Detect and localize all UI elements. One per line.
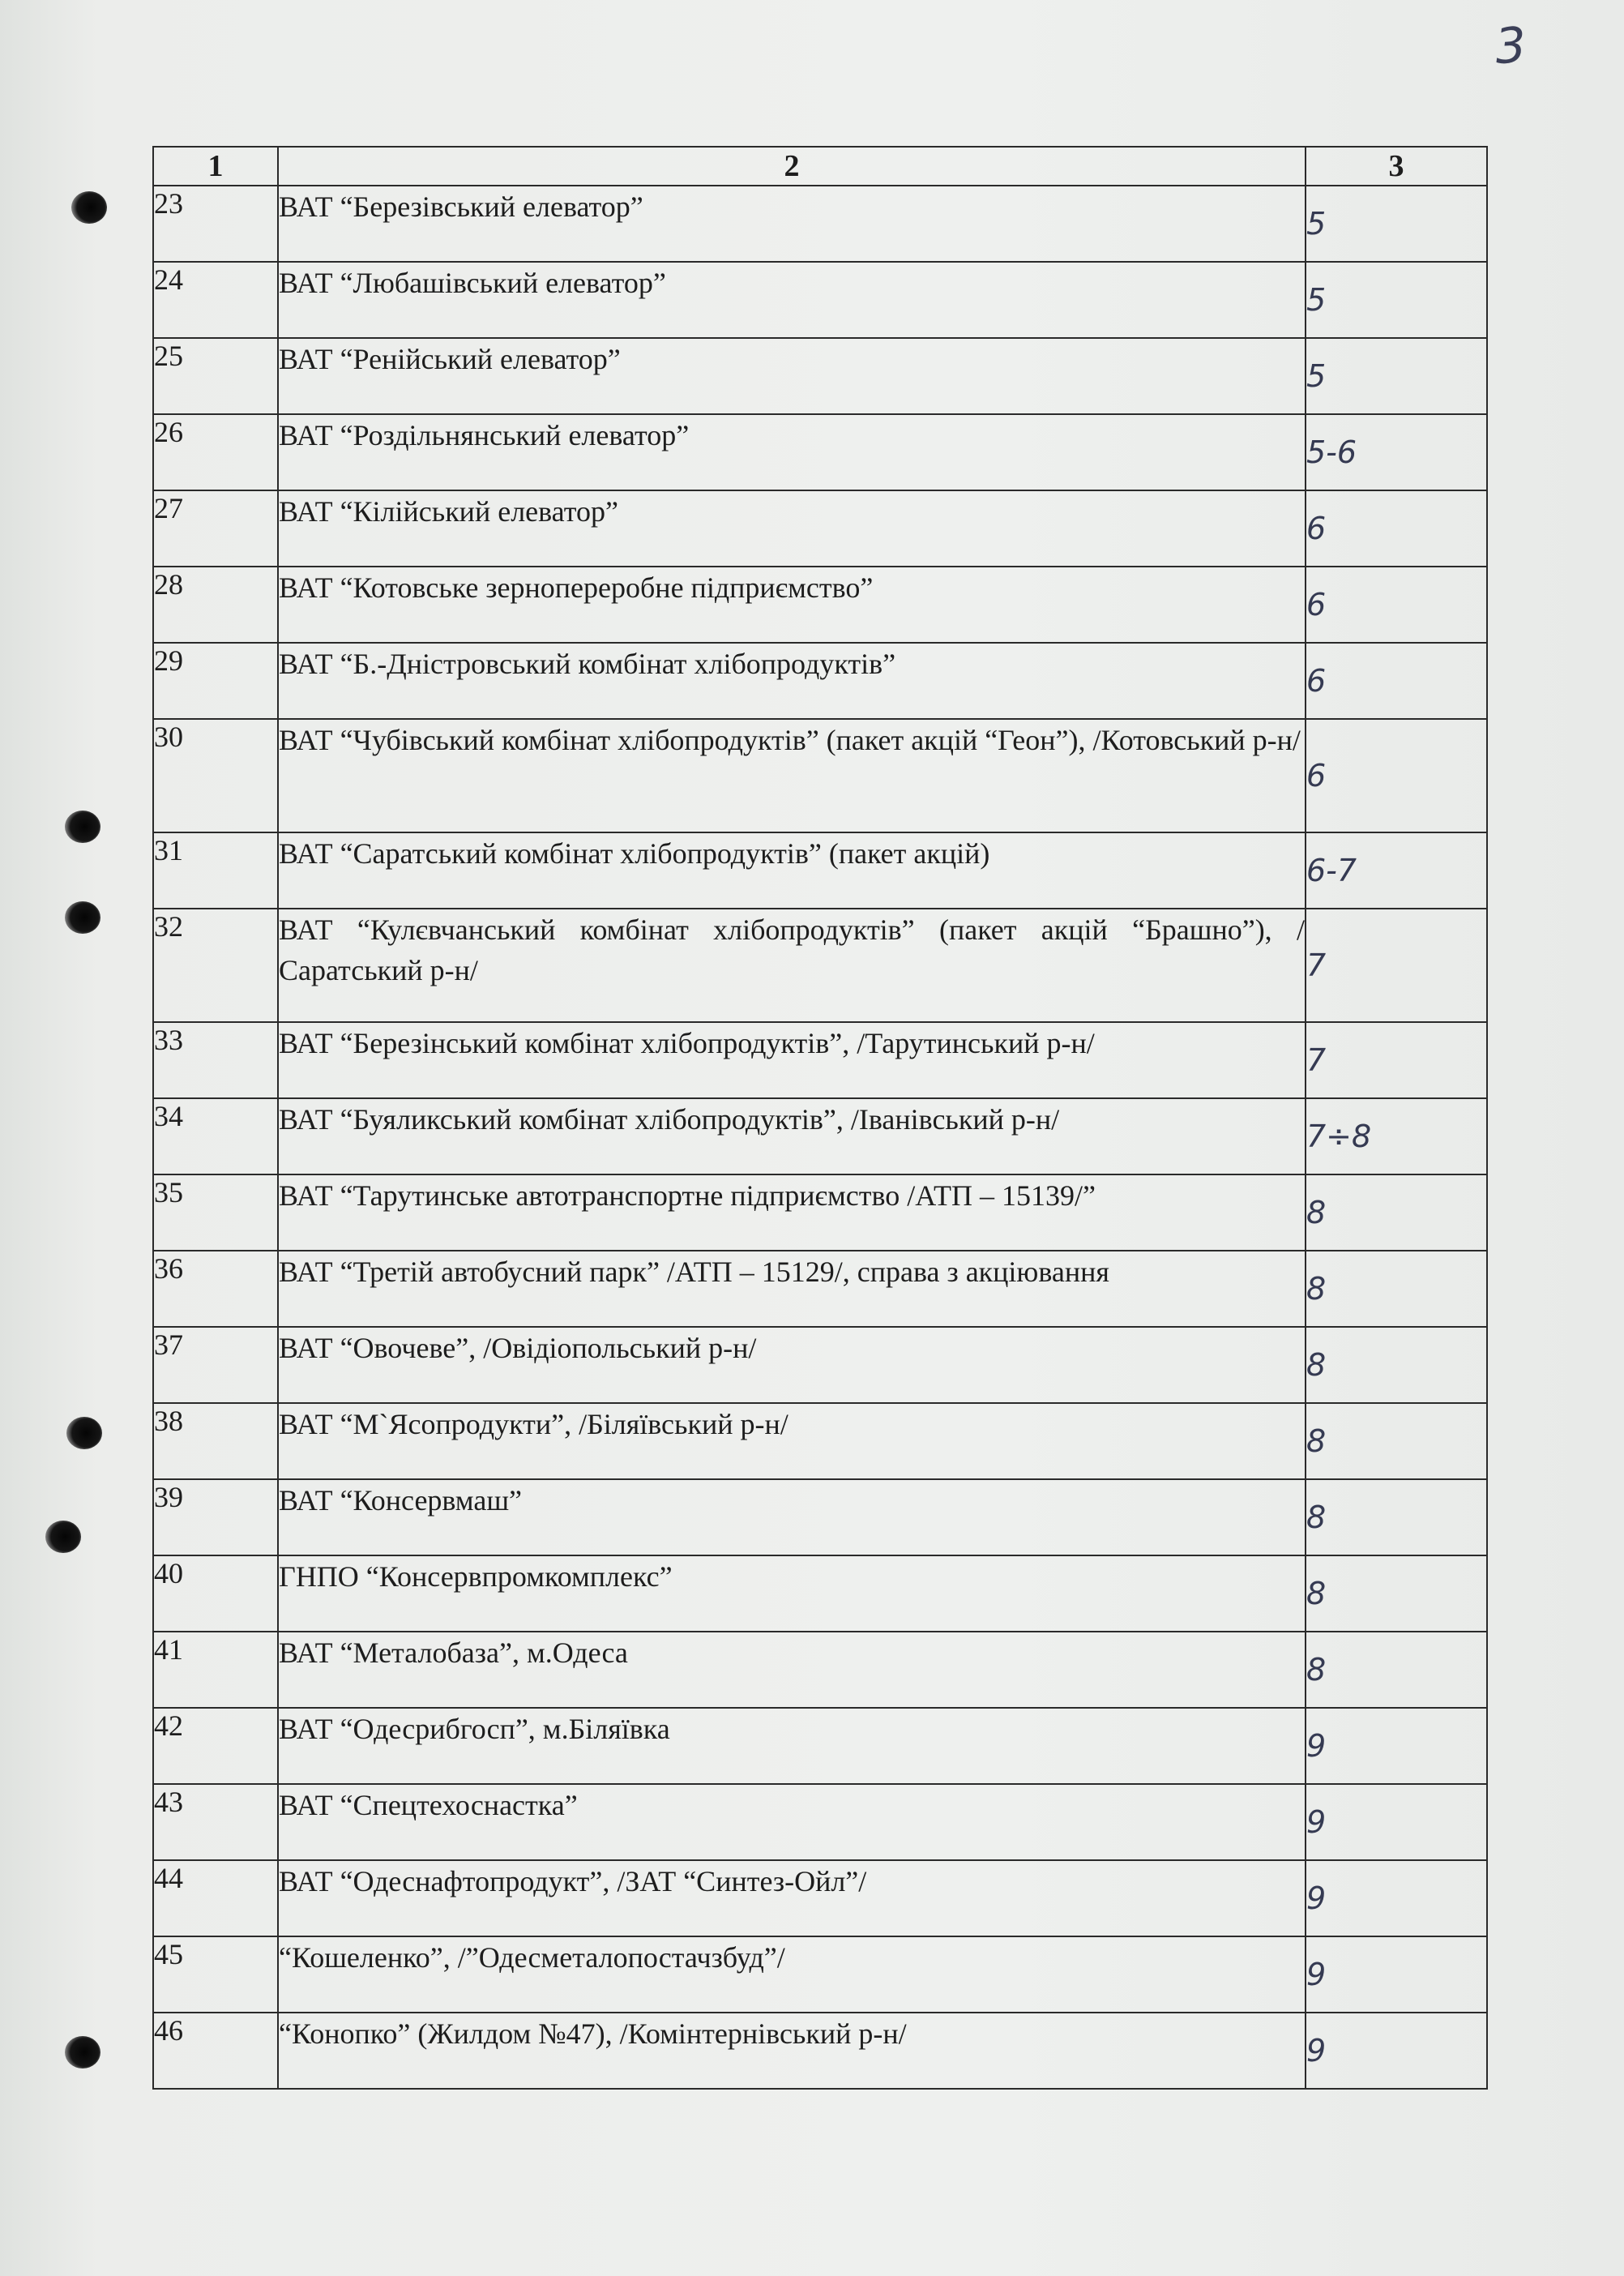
row-number: 34 bbox=[153, 1098, 278, 1174]
row-page: 6 bbox=[1306, 643, 1487, 719]
table-row bbox=[153, 1555, 1487, 1632]
table-row bbox=[153, 414, 1487, 490]
table-row bbox=[153, 909, 1487, 1022]
column-header-page: 3 bbox=[1306, 147, 1487, 186]
row-number: 43 bbox=[153, 1784, 278, 1860]
row-name: ВАТ “Ренійський елеватор” bbox=[278, 338, 1306, 414]
row-number: 28 bbox=[153, 567, 278, 643]
table-row bbox=[153, 1174, 1487, 1251]
row-page: 8 bbox=[1306, 1555, 1487, 1632]
row-number: 35 bbox=[153, 1174, 278, 1251]
punch-hole-icon bbox=[71, 191, 107, 224]
row-name: ВАТ “Кулєвчанський комбінат хлібопродуктів” (пакет акцій “Брашно”), /Саратський р-н/ bbox=[278, 909, 1306, 1022]
row-name: “Кошеленко”, /”Одесметалопостачзбуд”/ bbox=[278, 1936, 1306, 2013]
row-page: 8 bbox=[1306, 1403, 1487, 1479]
row-name: ВАТ “Овочеве”, /Овідіопольський р-н/ bbox=[278, 1327, 1306, 1403]
table-row bbox=[153, 1251, 1487, 1327]
row-page: 9 bbox=[1306, 1860, 1487, 1936]
row-name: ВАТ “Одесрибгосп”, м.Біляївка bbox=[278, 1708, 1306, 1784]
row-page: 5 bbox=[1306, 338, 1487, 414]
row-page: 6 bbox=[1306, 490, 1487, 567]
row-number: 45 bbox=[153, 1936, 278, 2013]
row-number: 25 bbox=[153, 338, 278, 414]
column-header-name: 2 bbox=[278, 147, 1306, 186]
table-row bbox=[153, 2013, 1487, 2089]
punch-hole-icon bbox=[66, 1417, 102, 1449]
handwritten-page-number: 3 bbox=[1493, 16, 1528, 76]
table-row bbox=[153, 1632, 1487, 1708]
row-number: 33 bbox=[153, 1022, 278, 1098]
punch-hole-icon bbox=[65, 901, 100, 934]
row-name: ВАТ “Одеснафтопродукт”, /ЗАТ “Синтез-Ойл”/ bbox=[278, 1860, 1306, 1936]
row-page: 9 bbox=[1306, 1708, 1487, 1784]
row-name: ВАТ “Б.-Дністровський комбінат хлібопродуктів” bbox=[278, 643, 1306, 719]
row-page: 5 bbox=[1306, 262, 1487, 338]
row-number: 39 bbox=[153, 1479, 278, 1555]
row-page: 9 bbox=[1306, 1784, 1487, 1860]
row-name: ВАТ “Саратський комбінат хлібопродуктів” (пакет акцій) bbox=[278, 832, 1306, 909]
table-row bbox=[153, 1708, 1487, 1784]
row-number: 23 bbox=[153, 186, 278, 262]
table-row bbox=[153, 1479, 1487, 1555]
row-name: ВАТ “Чубівський комбінат хлібопродуктів” (пакет акцій “Геон”), /Котовський р-н/ bbox=[278, 719, 1306, 832]
row-number: 46 bbox=[153, 2013, 278, 2089]
row-number: 40 bbox=[153, 1555, 278, 1632]
column-header-number: 1 bbox=[153, 147, 278, 186]
document-register-table bbox=[152, 146, 1488, 2090]
row-name: ВАТ “Спецтехоснастка” bbox=[278, 1784, 1306, 1860]
row-number: 24 bbox=[153, 262, 278, 338]
table-row bbox=[153, 490, 1487, 567]
table-row bbox=[153, 1403, 1487, 1479]
row-number: 31 bbox=[153, 832, 278, 909]
row-name: ВАТ “Кілійський елеватор” bbox=[278, 490, 1306, 567]
row-page: 5-6 bbox=[1306, 414, 1487, 490]
row-page: 8 bbox=[1306, 1479, 1487, 1555]
table-row bbox=[153, 1860, 1487, 1936]
row-number: 30 bbox=[153, 719, 278, 832]
table-row bbox=[153, 1784, 1487, 1860]
row-number: 44 bbox=[153, 1860, 278, 1936]
table-row bbox=[153, 832, 1487, 909]
row-name: ГНПО “Консервпромкомплекс” bbox=[278, 1555, 1306, 1632]
table-row bbox=[153, 567, 1487, 643]
punch-hole-icon bbox=[65, 811, 100, 843]
row-number: 29 bbox=[153, 643, 278, 719]
row-page: 6-7 bbox=[1306, 832, 1487, 909]
row-name: ВАТ “Консервмаш” bbox=[278, 1479, 1306, 1555]
row-page: 8 bbox=[1306, 1632, 1487, 1708]
row-number: 32 bbox=[153, 909, 278, 1022]
punch-hole-icon bbox=[65, 2036, 100, 2069]
table-row bbox=[153, 719, 1487, 832]
table-row bbox=[153, 643, 1487, 719]
table-row bbox=[153, 1936, 1487, 2013]
table-row bbox=[153, 338, 1487, 414]
row-name: ВАТ “Буяликський комбінат хлібопродуктів”, /Іванівський р-н/ bbox=[278, 1098, 1306, 1174]
table-row bbox=[153, 262, 1487, 338]
row-page: 5 bbox=[1306, 186, 1487, 262]
row-number: 27 bbox=[153, 490, 278, 567]
row-number: 41 bbox=[153, 1632, 278, 1708]
punch-hole-icon bbox=[45, 1521, 81, 1553]
table-header-row bbox=[153, 147, 1487, 186]
row-page: 6 bbox=[1306, 719, 1487, 832]
table-row bbox=[153, 1098, 1487, 1174]
row-number: 26 bbox=[153, 414, 278, 490]
row-page: 8 bbox=[1306, 1327, 1487, 1403]
row-name: “Конопко” (Жилдом №47), /Комінтернівський р-н/ bbox=[278, 2013, 1306, 2089]
row-page: 9 bbox=[1306, 2013, 1487, 2089]
row-name: ВАТ “Металобаза”, м.Одеса bbox=[278, 1632, 1306, 1708]
table-row bbox=[153, 186, 1487, 262]
row-name: ВАТ “Котовське зернопереробне підприємство” bbox=[278, 567, 1306, 643]
row-name: ВАТ “Роздільнянський елеватор” bbox=[278, 414, 1306, 490]
row-number: 37 bbox=[153, 1327, 278, 1403]
table-row bbox=[153, 1022, 1487, 1098]
row-page: 7÷8 bbox=[1306, 1098, 1487, 1174]
row-name: ВАТ “Любашівський елеватор” bbox=[278, 262, 1306, 338]
table-row bbox=[153, 1327, 1487, 1403]
row-page: 8 bbox=[1306, 1174, 1487, 1251]
row-name: ВАТ “Березівський елеватор” bbox=[278, 186, 1306, 262]
row-page: 7 bbox=[1306, 909, 1487, 1022]
row-number: 38 bbox=[153, 1403, 278, 1479]
row-page: 9 bbox=[1306, 1936, 1487, 2013]
row-name: ВАТ “Тарутинське автотранспортне підприємство /АТП – 15139/” bbox=[278, 1174, 1306, 1251]
row-page: 6 bbox=[1306, 567, 1487, 643]
row-name: ВАТ “Третій автобусний парк” /АТП – 15129/, справа з акціювання bbox=[278, 1251, 1306, 1327]
row-page: 8 bbox=[1306, 1251, 1487, 1327]
row-name: ВАТ “М`Ясопродукти”, /Біляївський р-н/ bbox=[278, 1403, 1306, 1479]
row-page: 7 bbox=[1306, 1022, 1487, 1098]
row-name: ВАТ “Березінський комбінат хлібопродуктів”, /Тарутинський р-н/ bbox=[278, 1022, 1306, 1098]
row-number: 42 bbox=[153, 1708, 278, 1784]
row-number: 36 bbox=[153, 1251, 278, 1327]
